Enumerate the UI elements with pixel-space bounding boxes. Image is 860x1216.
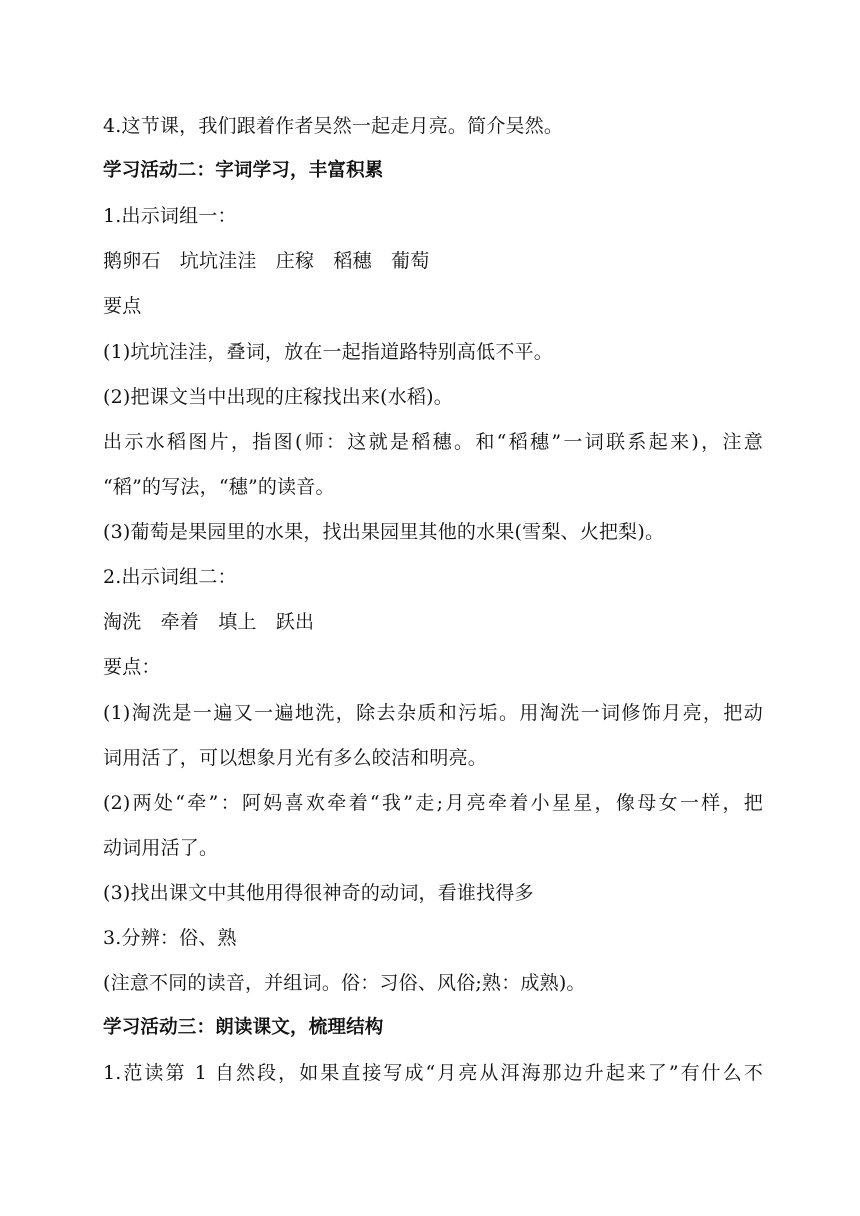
- paragraph-distinguish: 3.分辨：俗、熟: [103, 927, 237, 949]
- paragraph-word-group-two-title: 2.出示词组二：: [103, 566, 237, 588]
- heading-activity-two: 学习活动二：字词学习，丰富积累: [103, 160, 384, 181]
- heading-activity-three: 学习活动三：朗读课文，梳理结构: [103, 1017, 384, 1038]
- paragraph-key-points-label-2: 要点：: [103, 656, 161, 678]
- paragraph-find-verbs: (3)找出课文中其他用得很神奇的动词，看谁找得多: [103, 882, 534, 904]
- paragraph-qian-line1: (2)两处“牵”：阿妈喜欢牵着“我”走;月亮牵着小星星，像母女一样，把: [103, 792, 763, 814]
- paragraph-distinguish-note: (注意不同的读音，并组词。俗：习俗、风俗;熟：成熟)。: [103, 972, 586, 994]
- paragraph-point-3: (3)葡萄是果园里的水果，找出果园里其他的水果(雪梨、火把梨)。: [103, 521, 665, 543]
- paragraph-taoxi-line2: 词用活了，可以想象月光有多么皎洁和明亮。: [103, 747, 488, 769]
- paragraph-qian-line2: 动词用活了。: [103, 837, 219, 859]
- paragraph-author-intro: 4.这节课，我们跟着作者吴然一起走月亮。简介吴然。: [103, 115, 564, 137]
- paragraph-point-2: (2)把课文当中出现的庄稼找出来(水稻)。: [103, 386, 453, 408]
- paragraph-rice-picture-line1: 出示水稻图片，指图(师：这就是稻穗。和“稻穗”一词联系起来)，注意: [103, 431, 763, 453]
- paragraph-key-points-label: 要点: [103, 295, 142, 317]
- paragraph-word-group-one: 鹅卵石 坑坑洼洼 庄稼 稻穗 葡萄: [103, 250, 430, 272]
- paragraph-rice-picture-line2: “稻”的写法，“穗”的读音。: [103, 476, 335, 498]
- paragraph-taoxi-line1: (1)淘洗是一遍又一遍地洗，除去杂质和污垢。用淘洗一词修饰月亮，把动: [103, 702, 763, 724]
- paragraph-point-1: (1)坑坑洼洼，叠词，放在一起指道路特别高低不平。: [103, 341, 553, 363]
- paragraph-word-group-two: 淘洗 牵着 填上 跃出: [103, 611, 315, 633]
- paragraph-word-group-one-title: 1.出示词组一：: [103, 205, 237, 227]
- paragraph-model-reading: 1.范读第 1 自然段，如果直接写成“月亮从洱海那边升起来了”有什么不: [103, 1062, 763, 1084]
